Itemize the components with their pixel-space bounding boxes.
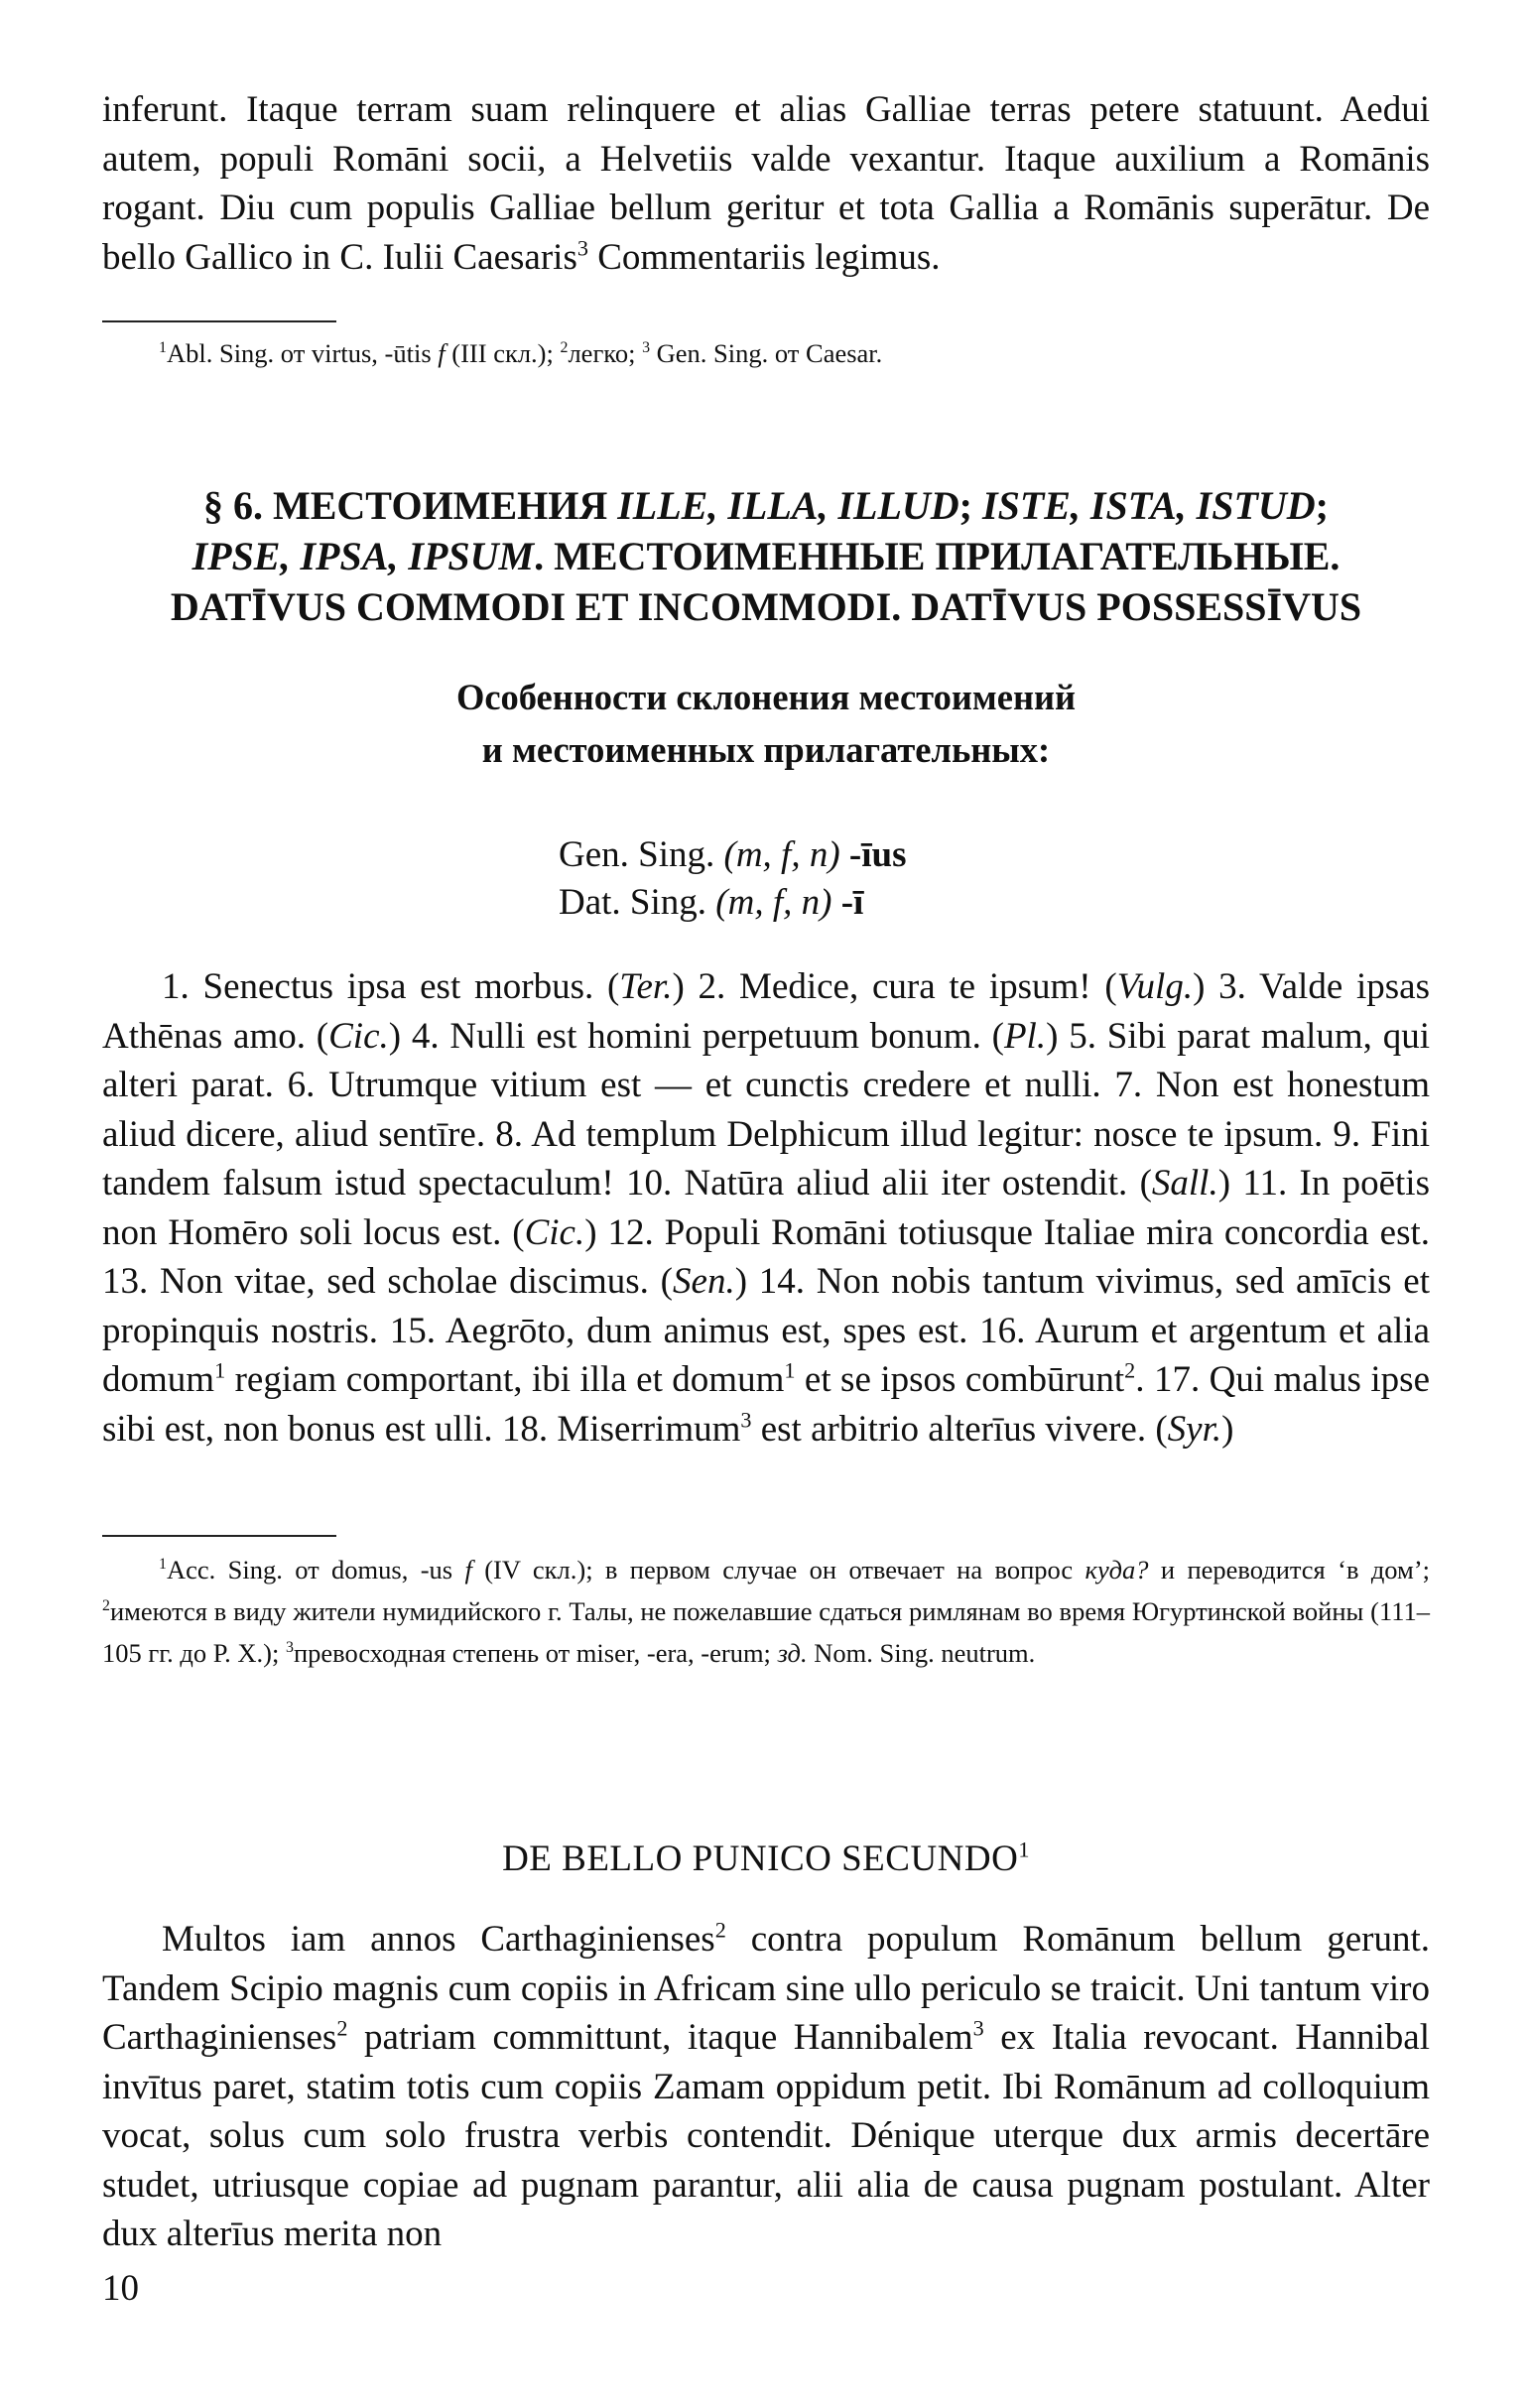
footnote-ref: 1 xyxy=(1018,1837,1030,1862)
footnote-ref: 3 xyxy=(740,1407,752,1433)
reading-title: DE BELLO PUNICO SECUNDO$^1$ xyxy=(502,1837,1030,1879)
footnote-gender: f xyxy=(438,338,446,368)
footnote-number: 3 xyxy=(285,1639,294,1657)
footnote-text: (III скл.); xyxy=(445,338,561,368)
author-ref: Sall. xyxy=(1151,1163,1218,1204)
author-ref: Ter. xyxy=(619,966,673,1007)
section-heading-line-3: DATĪVUS COMMODI ET INCOMMODI. DATĪVUS POSSESSĪVUS xyxy=(170,584,1362,629)
footnote-ref: 2 xyxy=(1124,1357,1136,1383)
footnotes-top xyxy=(159,332,1430,374)
footnote-ref: 3 xyxy=(576,235,588,261)
footnote-number: 2 xyxy=(560,339,569,357)
intro-text: inferunt. Itaque terram suam relinquere et alias Galliae terras petere statuunt. Aedui autem, populi Romāni socii, a Helvetiis valde vexantur. Itaque auxilium a Romānis rogant. Diu cum populis Galliae bellum geritur et tota Gallia a Romānis superātur. De bello Gallico in C. Iulii Caesaris xyxy=(102,89,1430,278)
author-ref: Vulg. xyxy=(1116,966,1194,1007)
section-heading xyxy=(102,480,1430,632)
footnote-ref: 2 xyxy=(336,2015,348,2041)
author-ref: Sen. xyxy=(673,1261,735,1302)
page-number: 10 xyxy=(102,2268,139,2309)
subheading xyxy=(102,671,1430,776)
footnote-number: 3 xyxy=(642,339,651,357)
footnote-text: Abl. Sing. от virtus, -ūtis xyxy=(166,338,432,368)
exercises-paragraph: 1. Senectus ipsa est morbus. (Ter.) 2. Medice, cura te ipsum! (Vulg.) 3. Valde ipsas Athēnas amo. (Cic.) 4. Nulli est homini perpetuum bonum. (Pl.) 5. Sibi parat malum, qui alteri parat. 6. Utrumque vitium est — et cunctis credere et nulli. 7. Non est honestum aliud dicere, aliud sentīre. 8. Ad templum Delphicum illud legitur: nosce te ipsum. 9. Fini tandem falsum istud spectaculum! 10. Natūra aliud alii iter ostendit. (Sall.) 11. In poētis non Homēro soli locus est. (Cic.) 12. Populi Romāni totiusque Italiae mira concordia est. 13. Non vitae, sed scholae discimus. (Sen.) 14. Non nobis tantum vivimus, sed amīcis et propinquis nostris. 15. Aegrōto, dum animus est, spes est. 16. Aurum et argentum et alia domum$^1$ regiam comportant, ibi illa et domum$^1$ et se ipsos combūrunt$^2$. 17. Qui malus ipse sibi est, non bonus est ulli. 18. Miserrimum$^3$ est arbitrio alterīus vivere. (Syr.) xyxy=(102,966,1431,1450)
subheading-line-2: и местоименных прилагательных: xyxy=(481,729,1051,770)
dat-form: Dat. Sing. (m, f, n) -ī xyxy=(559,882,864,923)
footnote-number: 1 xyxy=(159,339,167,357)
footnote-ref: 1 xyxy=(214,1357,226,1383)
author-ref: Pl. xyxy=(1003,1015,1047,1057)
footnote-text: Gen. Sing. от Caesar. xyxy=(650,338,883,368)
gen-form: Gen. Sing. (m, f, n) -īus xyxy=(559,834,907,875)
author-ref: Cic. xyxy=(524,1211,585,1253)
footnotes-bottom: $^1$Acc. Sing. от domus, -us f (IV скл.); в первом случае он отвечает на вопрос куда? и переводится ‘в дом’; $^2$имеются в виду жители нумидийского г. Талы, не пожелавшие сдаться римлянам во время Югуртинской войны (111–105 гг. до Р. Х.); $^3$превосходная степень от miser, -era, -erum; зд. Nom. Sing. neutrum. xyxy=(102,1555,1431,1668)
footnote-ref: 1 xyxy=(784,1357,796,1383)
subheading-line-1: Особенности склонения местоимений xyxy=(455,677,1077,717)
reading-paragraph: Multos iam annos Carthaginienses$^2$ contra populum Romānum bellum gerunt. Tandem Scipio magnis cum copiis in Africam sine ullo periculo se traicit. Uni tantum viro Carthaginienses$^2$ patriam committunt, itaque Hannibalem$^3$ ex Italia revocant. Hannibal invītus paret, statim totis cum copiis Zamam oppidum petit. Ibi Romānum ad colloquium vocat, solus cum solo frustra verbis contendit. Dénique uterque dux armis decertāre studet, utriusque copiae ad pugnam parantur, alii alia de causa pugnam postulant. Alter dux alterīus merita non xyxy=(102,1917,1430,2254)
section-heading-line-1: § 6. МЕСТОИМЕНИЯ ILLE, ILLA, ILLUD; ISTE, ISTA, ISTUD; xyxy=(202,483,1329,528)
section-heading-line-2: IPSE, IPSA, IPSUM. МЕСТОИМЕННЫЕ ПРИЛАГАТЕЛЬНЫЕ. xyxy=(192,534,1340,578)
footnote-divider xyxy=(102,320,336,322)
footnote-ref: 2 xyxy=(714,1917,726,1943)
declension-forms xyxy=(559,831,906,927)
footnote-text: легко; xyxy=(568,338,643,368)
footnote-number: 2 xyxy=(102,1597,110,1615)
intro-text-end: Commentariis legimus. xyxy=(587,236,941,278)
footnote-divider xyxy=(102,1535,336,1537)
author-ref: Cic. xyxy=(328,1015,389,1057)
footnote-ref: 3 xyxy=(972,2015,984,2041)
footnote-number: 1 xyxy=(159,1556,167,1574)
intro-paragraph xyxy=(102,85,1430,282)
author-ref: Syr. xyxy=(1167,1408,1222,1450)
